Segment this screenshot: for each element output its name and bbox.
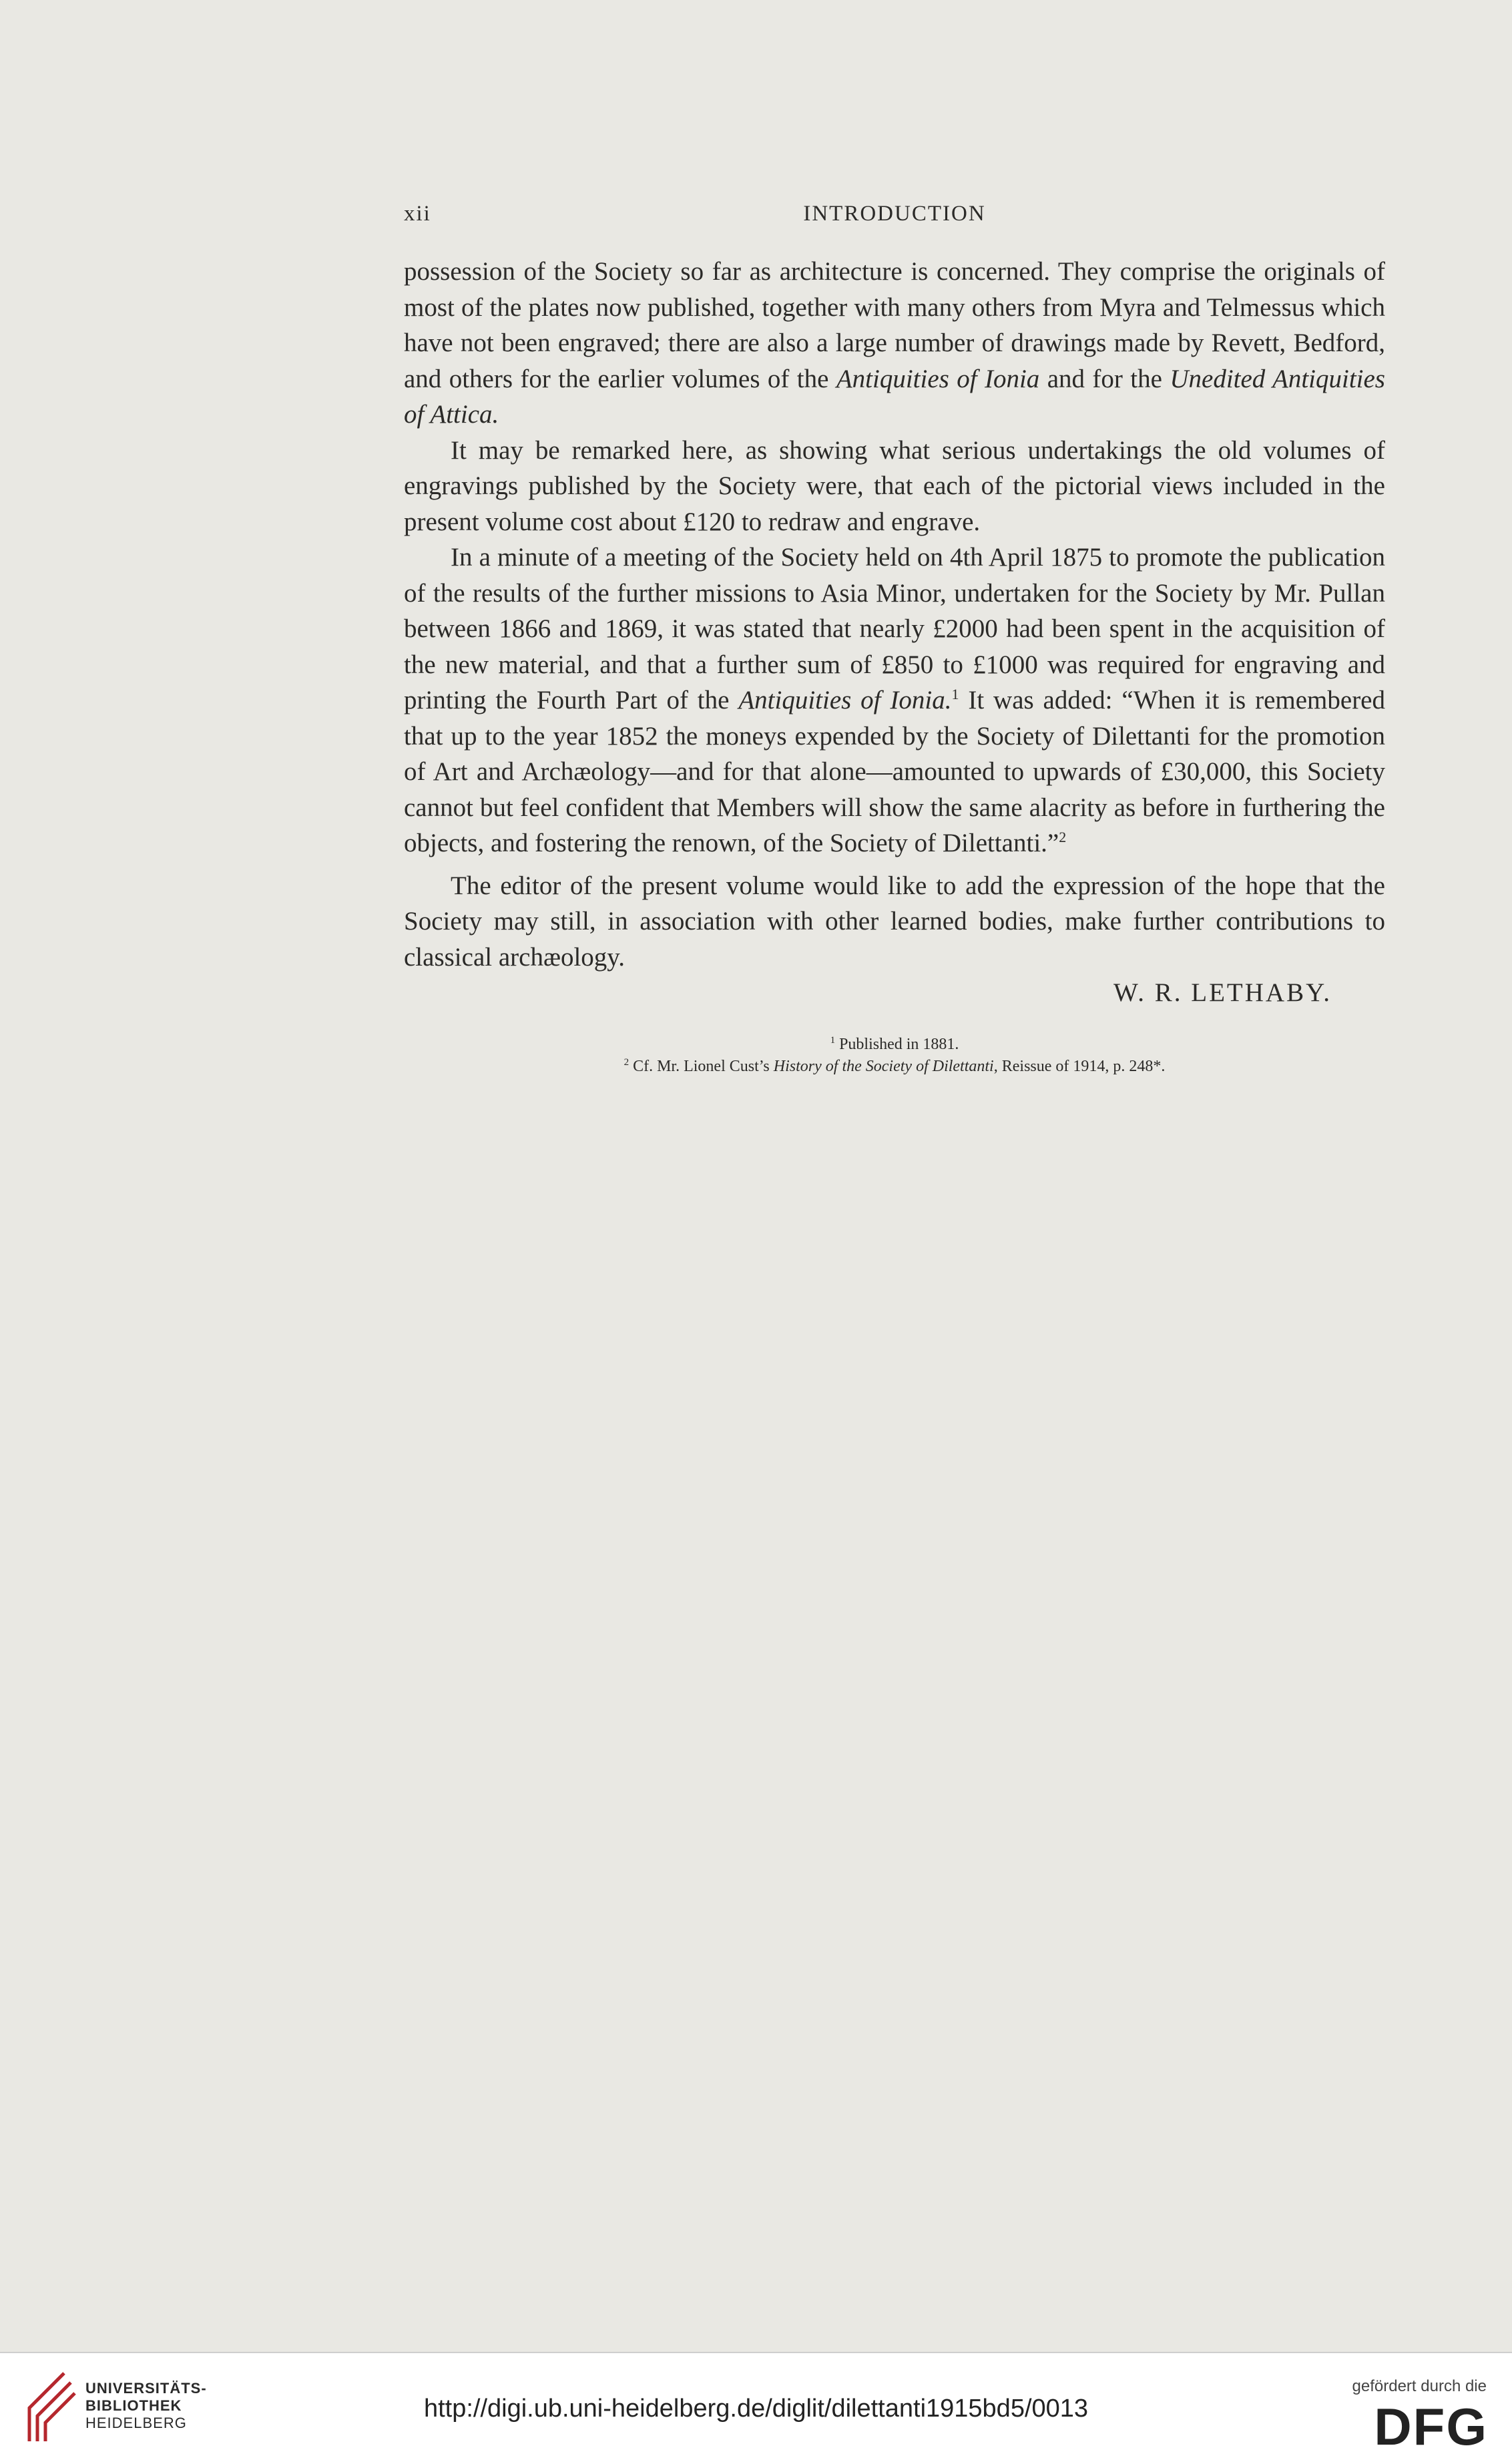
paragraph bbox=[404, 540, 1385, 861]
footnote bbox=[404, 1056, 1385, 1078]
paragraph bbox=[404, 868, 1385, 976]
text-run: In a minute of a meeting of the Society held on 4th April 1875 to promote the publication of the results of the further missions to Asia Minor, undertaken for the Society by Mr. Pullan between 1866 and 1869, it was stated that nearly £2000 had been spent in the acquisition of the new material, and that a further sum of £850 to £1000 was required for engraving and printing the Fourth Part of the bbox=[404, 543, 1385, 714]
italic-text: Antiquities of Ionia bbox=[836, 364, 1040, 393]
text-run: and for the bbox=[1039, 364, 1170, 393]
italic-text: Antiquities of Ionia. bbox=[738, 686, 952, 714]
text-run: It was added: “When it is remembered that up to the year 1852 the moneys expended by the Society of Dilettanti for the promotion of Art and Archæology—and for that alone—amounted to upwards of £30,000, this Society cannot but feel confident that Members will show the same alacrity as before in furthering the objects, and fostering the renown, of the Society of Dilettanti.” bbox=[404, 686, 1385, 857]
text-run: Published in 1881. bbox=[835, 1035, 959, 1053]
footnote-number: 1 bbox=[830, 1034, 836, 1046]
text-run: possession of the Society so far as architecture is concerned. They comprise the originals of most of the plates now published, together with many others from Myra and Telmessus which have not been engraved; there are also a large number of drawings made by Revett, Bedford, and others for the earlier volumes of the bbox=[404, 257, 1385, 393]
text-run: , Reissue of 1914, p. 248*. bbox=[993, 1057, 1166, 1075]
footnote-number: 2 bbox=[623, 1056, 629, 1068]
italic-text: History of the Society of Dilettanti bbox=[773, 1057, 994, 1075]
text-run: It may be remarked here, as showing what serious undertakings the old volumes of engravings published by the Society were, that each of the pictorial views included in the present volume cost about £120 to redraw and engrave. bbox=[404, 435, 1385, 536]
text-run: Cf. Mr. Lionel Cust’s bbox=[629, 1057, 774, 1075]
paragraph bbox=[404, 433, 1385, 540]
footnotes bbox=[404, 1034, 1385, 1078]
funding-note: gefördert durch die bbox=[1352, 2377, 1487, 2395]
library-name: UNIVERSITÄTS- BIBLIOTHEK HEIDELBERG bbox=[85, 2380, 207, 2431]
paragraph bbox=[404, 254, 1385, 433]
signature: W. R. LETHABY. bbox=[1113, 978, 1332, 1007]
text-run: The editor of the present volume would like to add the expression of the hope that the Society may still, in association with other learned bodies, make further contributions to classical archæology. bbox=[404, 871, 1385, 972]
dfg-logo: DFG bbox=[1374, 2397, 1488, 2456]
page-number: xii bbox=[404, 202, 431, 226]
running-head bbox=[404, 202, 1385, 235]
body-text bbox=[404, 254, 1385, 1078]
italic-text: Unedited Antiquities of Attica. bbox=[404, 364, 1385, 429]
digitization-footer bbox=[0, 2352, 1512, 2462]
permalink-url[interactable]: http://digi.ub.uni-heidelberg.de/diglit/dilettanti1915bd5/0013 bbox=[423, 2395, 1089, 2423]
running-title: INTRODUCTION bbox=[803, 202, 986, 226]
footnote bbox=[404, 1034, 1385, 1056]
footnote-ref: 2 bbox=[1059, 829, 1067, 845]
footnote-ref: 1 bbox=[951, 686, 959, 702]
